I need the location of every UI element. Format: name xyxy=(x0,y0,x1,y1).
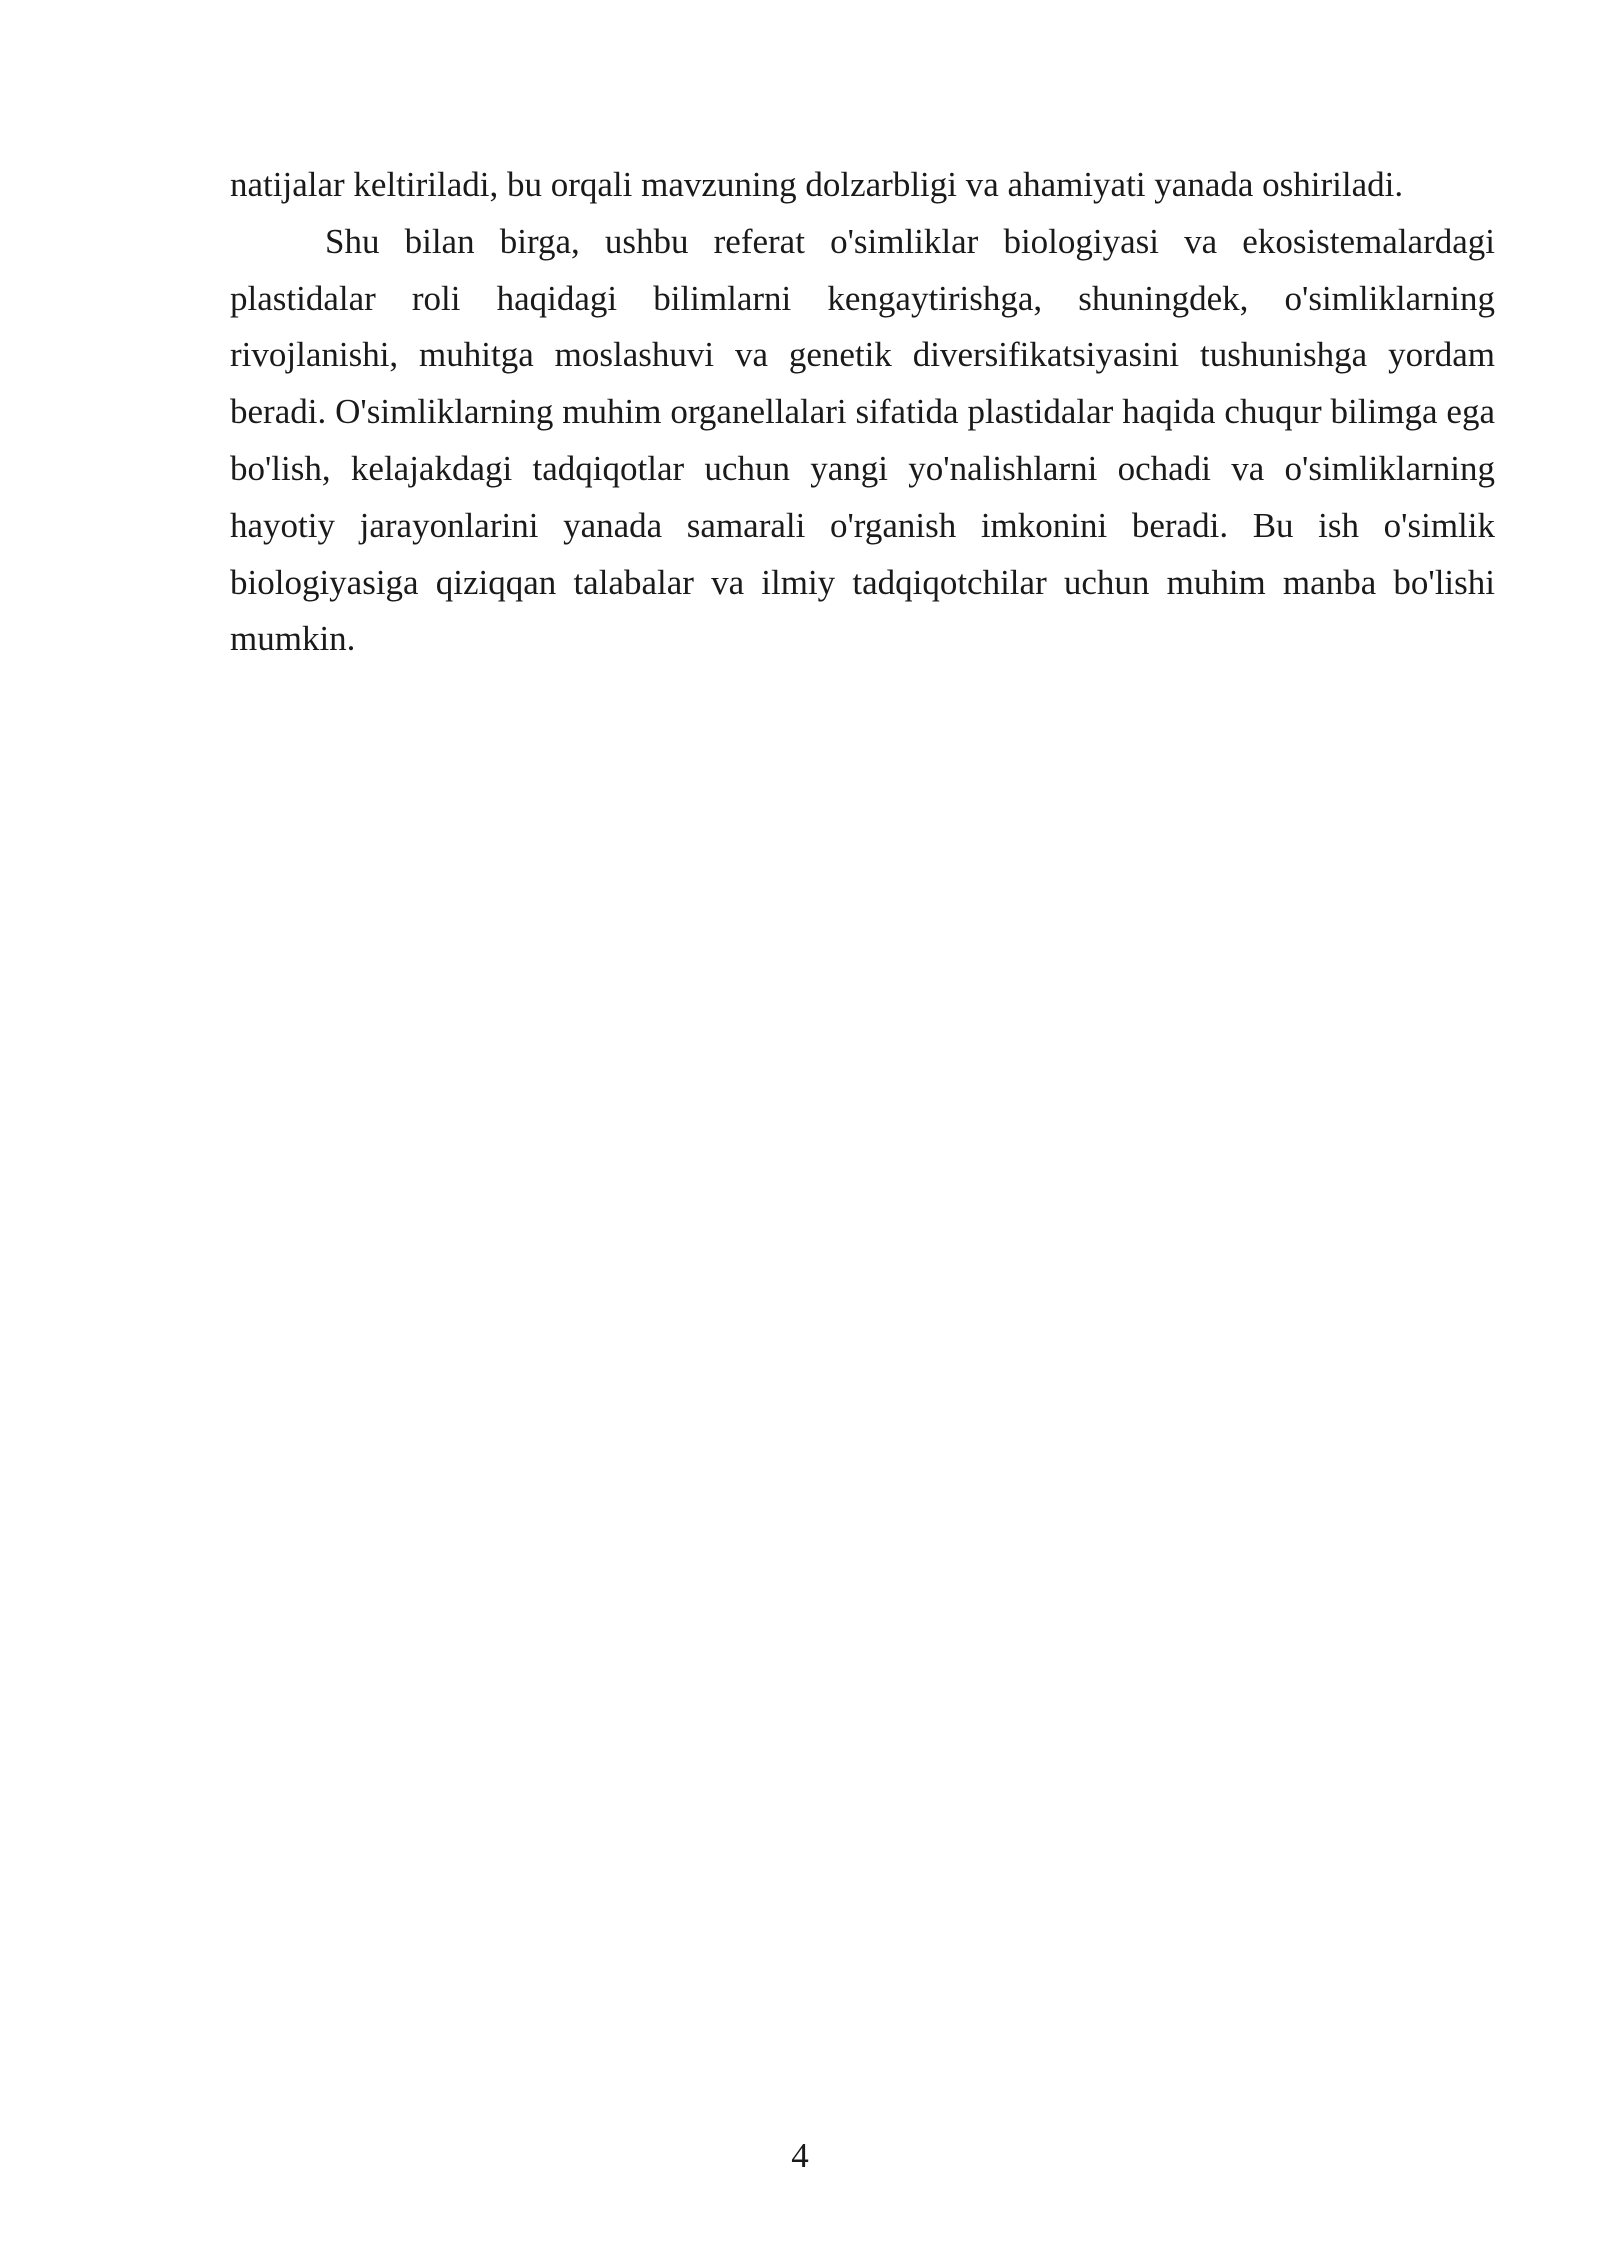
body-text xyxy=(230,157,1495,668)
page-number: 4 xyxy=(791,2136,809,2175)
paragraph-main: Shu bilan birga, ushbu referat o'simliklar biologiyasi va ekosistemalardagi plastidalar roli haqidagi bilimlarni kengaytirishga, shuningdek, o'simliklarning rivojlanishi, muhitga moslashuvi va genetik diversifikatsiyasini tushunishga yordam beradi. O'simliklarning muhim organellalari sifatida plastidalar haqida chuqur bilimga ega bo'lish, kelajakdagi tadqiqotlar uchun yangi yo'nalishlarni ochadi va o'simliklarning hayotiy jarayonlarini yanada samarali o'rganish imkonini beradi. Bu ish o'simlik biologiyasiga qiziqqan talabalar va ilmiy tadqiqotchilar uchun muhim manba bo'lishi mumkin. xyxy=(230,221,1495,659)
paragraph-continuation: natijalar keltiriladi, bu orqali mavzuning dolzarbligi va ahamiyati yanada oshiriladi. xyxy=(230,165,1404,204)
